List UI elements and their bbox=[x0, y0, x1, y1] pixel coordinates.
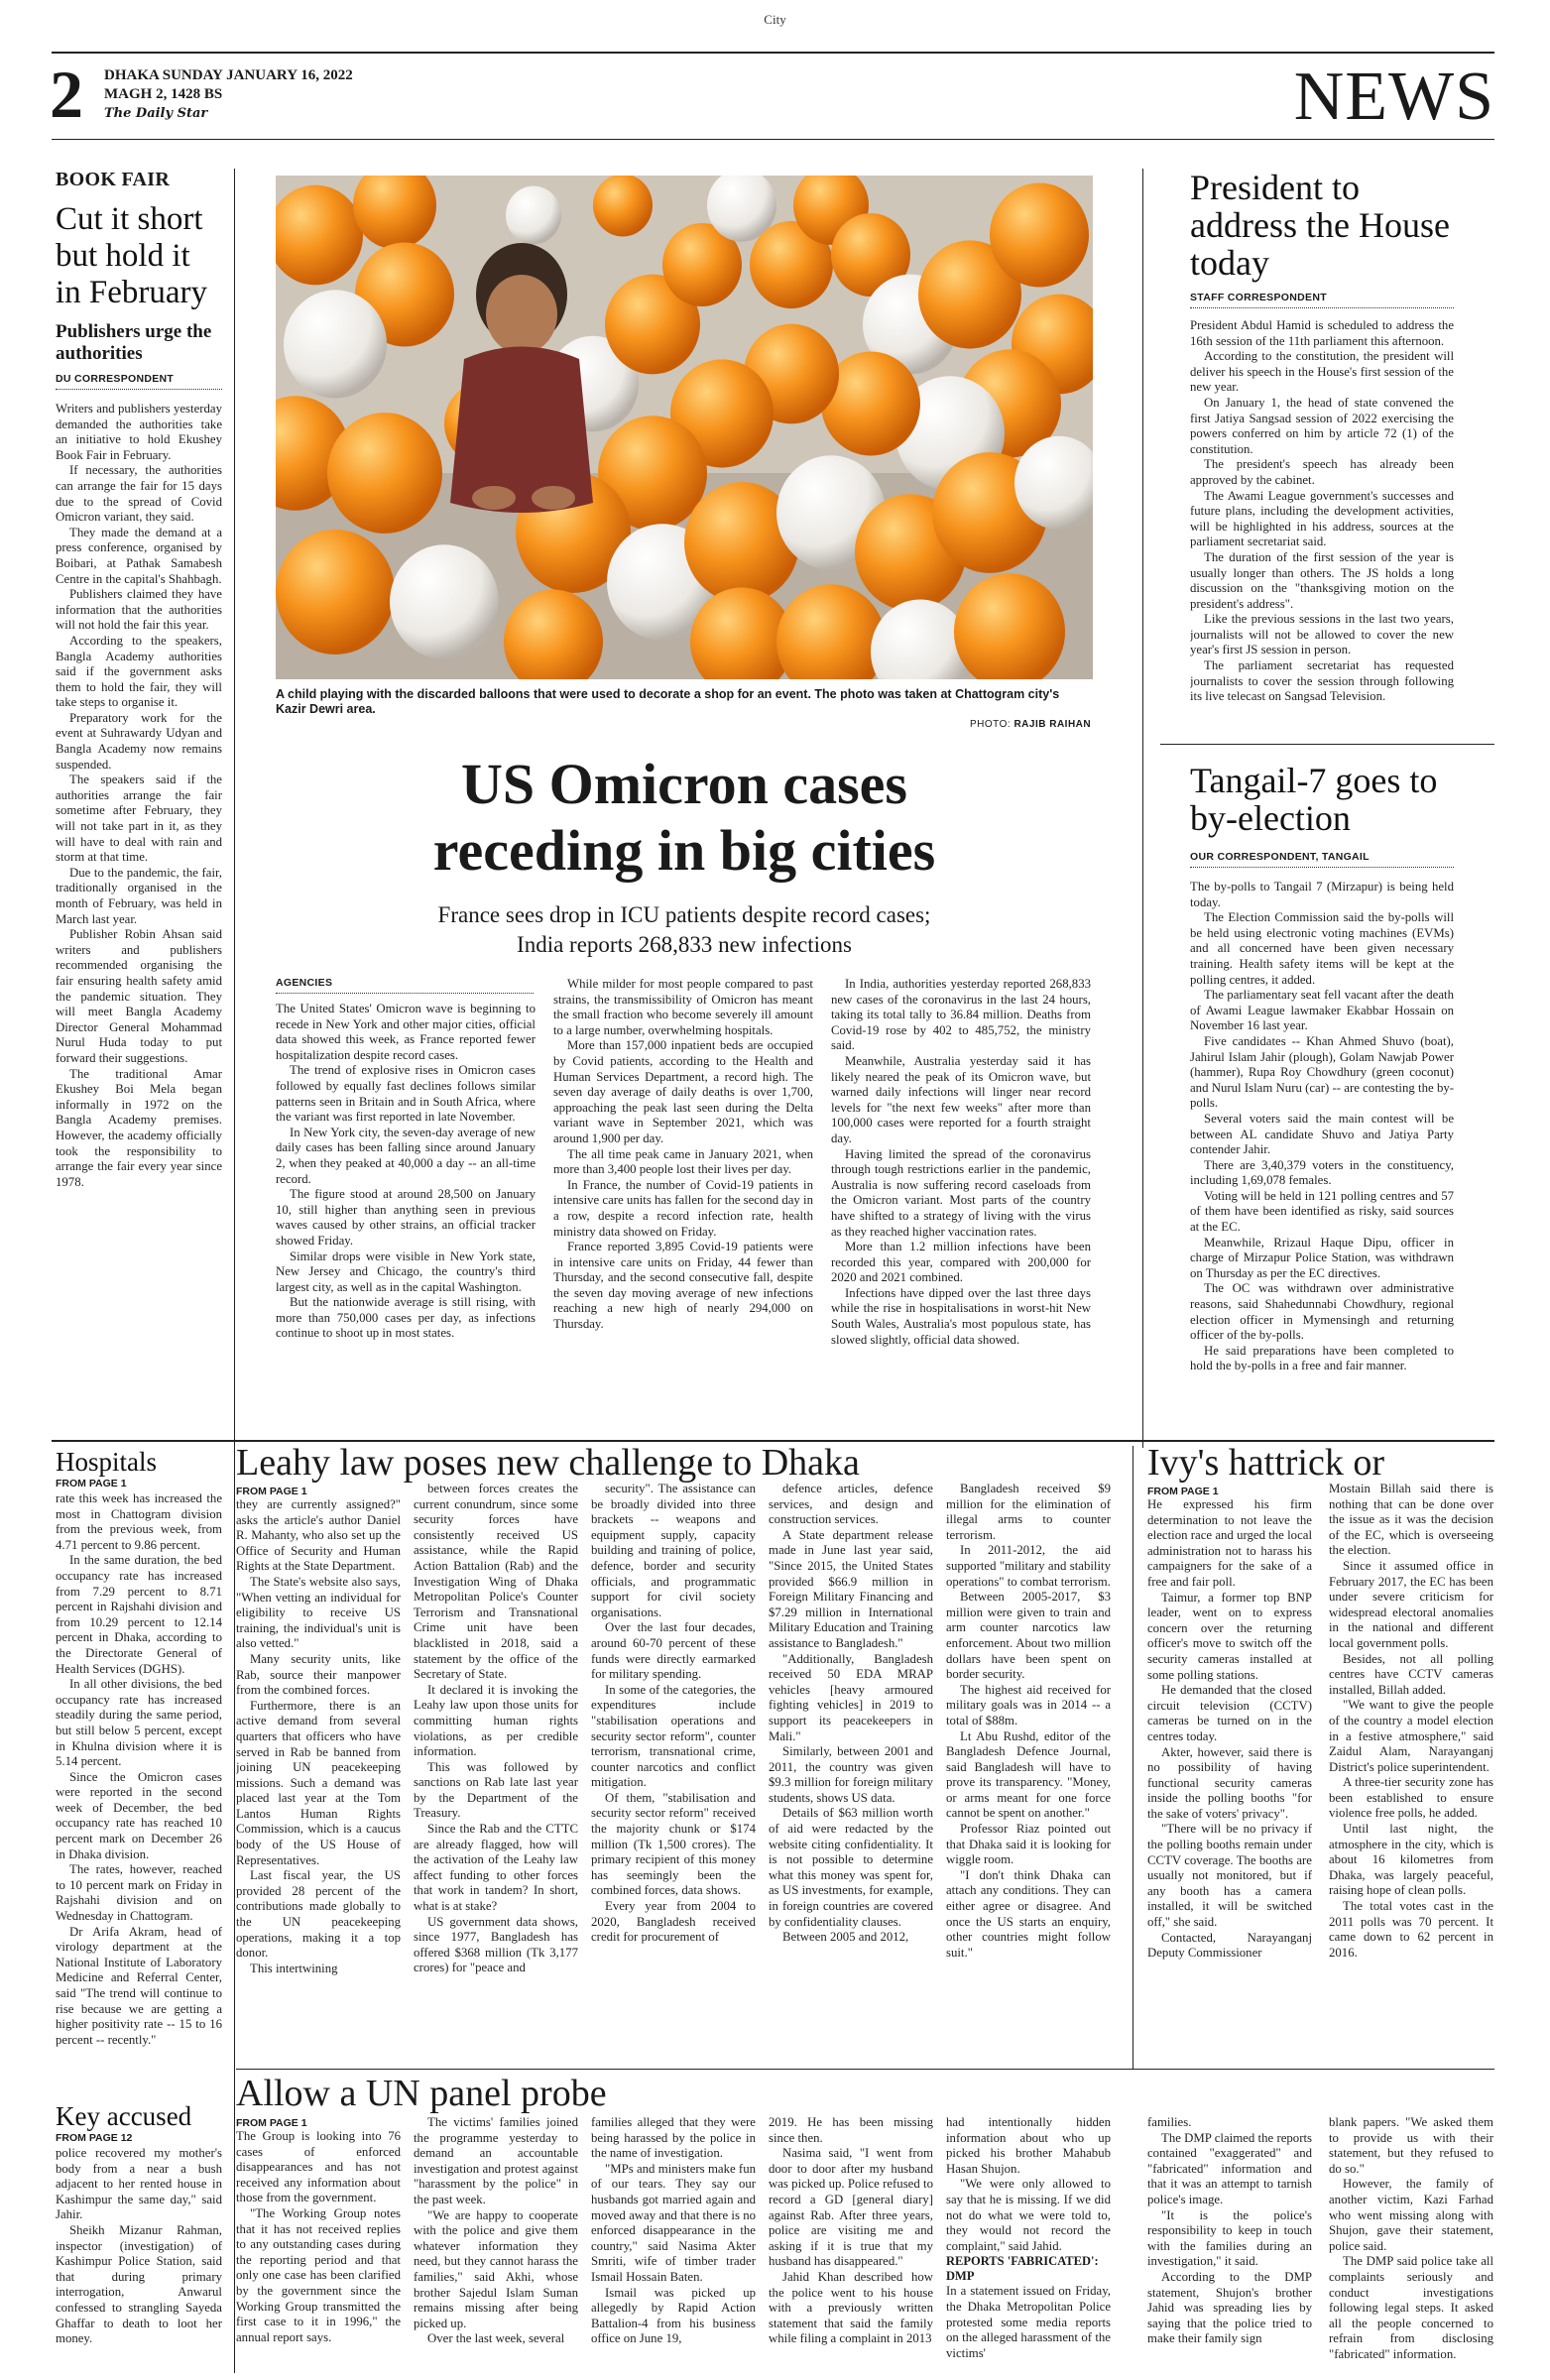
paragraph: "Additionally, Bangladesh received 50 EDA MRAP vehicles [heavy armoured fighting vehicles] in 2019 to support its peacekeepers in Mali." bbox=[769, 1651, 933, 1743]
paragraph: Bangladesh received $9 million for the elimination of illegal arms to counter terrorism. bbox=[946, 1482, 1111, 1542]
paragraph: A three-tier security zone has been established to ensure violence free polls, he added. bbox=[1329, 1775, 1493, 1821]
byline: STAFF CORRESPONDENT bbox=[1190, 292, 1454, 308]
lead-byline: AGENCIES bbox=[276, 977, 534, 994]
paragraph: According to the speakers, Bangla Academy authorities said if the government asks them to hold the fair, they will take steps to organise it. bbox=[56, 633, 222, 710]
paragraph: "There will be no privacy if the polling booths remain under CCTV coverage. The booths are usually not monitored, but if any booth has a camera installed, it will be switched off," she said. bbox=[1147, 1822, 1312, 1930]
paragraph: According to the DMP statement, Shujon's brother Jahid was spreading lies by saying that the police tried to make their family sign bbox=[1147, 2269, 1312, 2346]
hospitals-story bbox=[56, 1446, 222, 2090]
from-page: FROM PAGE 12 bbox=[56, 2132, 133, 2144]
paragraph: He said preparations have been completed to hold the by-polls in a free and fair manner. bbox=[1190, 1343, 1454, 1373]
paragraph: Sheikh Mizanur Rahman, inspector (investigation) of Kashimpur Police Station, said that during primary interrogation, Anwarul confessed to strangling Sayeda Ghaffar to death to loot her money. bbox=[56, 2222, 222, 2346]
paragraph: A State department release made in June last year said, "Since 2015, the United States provided $66.9 million in Foreign Military Financing and $7.29 million in International Military Education and Training assistance to Bangladesh." bbox=[769, 1527, 933, 1650]
paragraph: The Group is looking into 76 cases of enforced disappearances and has not received any information about those from the government. bbox=[236, 2129, 401, 2205]
paragraph: 2019. He has been missing since then. bbox=[769, 2115, 933, 2145]
paragraph: Writers and publishers yesterday demanded the authorities take an initiative to hold Ekushey Book Fair in February. bbox=[56, 402, 222, 462]
paragraph: Jahid Khan described how the police went to his house with a previously written statement that said the family while filing a complaint in 2013 bbox=[769, 2269, 933, 2346]
balloon bbox=[990, 183, 1089, 288]
paragraph: The United States' Omicron wave is beginning to recede in New York and other major cities, official data showed this week, as France reported fewer hospitalization despite record cases. bbox=[276, 1002, 536, 1062]
paragraph: "It is the police's responsibility to keep in touch with the families during an investigation," it said. bbox=[1147, 2207, 1312, 2269]
paragraph: The traditional Amar Ekushey Boi Mela began informally in 1972 on the Bangla Academy premises. However, the academy officially took the responsibility to arrange the fair every year since 1978. bbox=[56, 1066, 222, 1189]
paragraph: "We were only allowed to say that he is missing. If we did not do what we were told to, they would not record the complaint," said Jahid. bbox=[946, 2177, 1111, 2253]
paragraph: Nasima said, "I went from door to door after my husband was picked up. Police refused to record a GD [general diary] against Rab. After three years, police are visiting me and asking if it is true that my husband has disappeared." bbox=[769, 2146, 933, 2269]
key-accused-story bbox=[56, 2100, 222, 2373]
paragraph: Meanwhile, Australia yesterday said it has likely neared the peak of its Omicron wave, but warned daily infections will linger near record levels for "the next few weeks" after more than 100,000 cases were reported for a fourth straight day. bbox=[831, 1053, 1091, 1145]
paragraph: Taimur, a former top BNP leader, went on to express concern over the returning officer's move to switch off the security cameras installed at some polling stations. bbox=[1147, 1590, 1312, 1682]
paragraph: rate this week has increased the most in Chattogram division from the previous week, from 4.71 percent to 9.86 percent. bbox=[56, 1491, 222, 1552]
paragraph: Of them, "stabilisation and security sector reform" received the majority chunk or $174 million (Tk 1,500 crores). The primary recipient of this money has seemingly been the combined forces, data shows. bbox=[591, 1790, 756, 1898]
paragraph: Details of $63 million worth of aid were redacted by the website citing confidentiality. It is not possible to determine what this money was spent for, as US investments, for example, in foreign countries are covered by confidentiality clauses. bbox=[769, 1806, 933, 1929]
paragraph: Professor Riaz pointed out that Dhaka said it is looking for wiggle room. bbox=[946, 1822, 1111, 1867]
paragraph: Ismail was picked up allegedly by Rapid Action Battalion-4 from his business office on June 19, bbox=[591, 2285, 756, 2346]
byline: OUR CORRESPONDENT, TANGAIL bbox=[1190, 851, 1454, 868]
paragraph: He demanded that the closed circuit television (CCTV) cameras be turned on in the centres today. bbox=[1147, 1683, 1312, 1743]
col-rule bbox=[234, 169, 235, 1641]
paragraph: The all time peak came in January 2021, when more than 3,400 people lost their lives per day. bbox=[553, 1146, 813, 1177]
paragraph: This intertwining bbox=[250, 1961, 338, 1975]
paragraph: Like the previous sessions in the last two years, journalists will not be allowed to cover the new year's first JS session in person. bbox=[1190, 612, 1454, 657]
paragraph: Over the last week, several bbox=[427, 2331, 565, 2346]
paragraph: Contacted, Narayanganj Deputy Commissioner bbox=[1147, 1930, 1312, 1961]
paragraph: Besides, not all polling centres have CCTV cameras installed, Billah added. bbox=[1329, 1651, 1493, 1697]
headline: Hospitals bbox=[56, 1447, 158, 1477]
paragraph: Until last night, the atmosphere in the city, which is about 16 kilometres from Dhaka, was largely peaceful, raising hope of clean polls. bbox=[1329, 1822, 1493, 1898]
top-rule bbox=[52, 52, 1494, 54]
paragraph: Since it assumed office in February 2017, the EC has been under severe criticism for widespread electoral anomalies in the national and different local government polls. bbox=[1329, 1558, 1493, 1650]
paragraph: Akter, however, said there is no possibility of having functional security cameras inside the polling booths "for the sake of voters' privacy". bbox=[1147, 1744, 1312, 1821]
paragraph: defence articles, defence services, and design and construction services. bbox=[769, 1482, 933, 1527]
headline: President to address the House today bbox=[1190, 169, 1450, 283]
ivy-column-2 bbox=[1329, 1482, 1493, 2061]
un-column-1 bbox=[236, 2129, 401, 2375]
body bbox=[56, 2146, 222, 2347]
paragraph: between forces creates the current conundrum, since some security forces have consistently received US assistance, while the Rapid Action Battalion (Rab) and the Investigation Wing of Dhaka Metropolitan Police's Counter Terrorism and Transnational Crime unit have been blacklisted in 2018, said a statement by the office of the Secretary of State. bbox=[414, 1482, 578, 1682]
paragraph: France reported 3,895 Covid-19 patients were in intensive care units on Friday, 44 fewer than Thursday, and the second consecutive fall, despite the seven day moving average of new infections reaching a new high of nearly 294,000 on Thursday. bbox=[553, 1240, 813, 1332]
paragraph: President Abdul Hamid is scheduled to address the 16th session of the 11th parliament this afternoon. bbox=[1190, 318, 1454, 348]
body bbox=[56, 402, 222, 1190]
paragraph: The victims' families joined the programme yesterday to demand an accountable investigation and protest against "harassment by the police" in the past week. bbox=[414, 2115, 578, 2206]
paragraph: Many security units, like Rab, source their manpower from the combined forces. bbox=[236, 1651, 401, 1698]
balloons-photo bbox=[276, 176, 1093, 679]
paragraph: Between 2005-2017, $3 million were given to train and arm counter narcotics law enforcement. About two million dollars have been spent on border security. bbox=[946, 1590, 1111, 1682]
paragraph: Voting will be held in 121 polling centres and 57 of them have been identified as risky, said sources at the EC. bbox=[1190, 1188, 1454, 1235]
masthead-rule bbox=[52, 139, 1494, 140]
lead-column-2 bbox=[553, 977, 813, 1458]
band-rule-2 bbox=[236, 2069, 1494, 2070]
paragraph: The speakers said if the authorities arrange the fair sometime after February, they will not take part in it, as they will have to deal with rain and storm at that time. bbox=[56, 773, 222, 865]
paragraph: "We want to give the people of the country a model election in a festive atmosphere," said Zaidul Alam, Narayanganj District's police superintendent. bbox=[1329, 1698, 1493, 1774]
lead-deck-1: France sees drop in ICU patients despite record cases; bbox=[437, 902, 931, 927]
paragraph: Five candidates -- Khan Ahmed Shuvo (boat), Jahirul Islam Jahir (plough), Golam Nawjab Power (hammer), Rupa Roy Chowdhury (green coconut) and Nurul Islam Nuru (car) -- are contesting the by-polls. bbox=[1190, 1033, 1454, 1111]
paragraph: However, the family of another victim, Kazi Farhad who went missing along with Shujon, gave their statement, police said. bbox=[1329, 2177, 1493, 2253]
paragraph: Last fiscal year, the US provided 28 percent of the contributions made globally to the UN peacekeeping operations, making it a top donor. bbox=[236, 1868, 401, 1961]
paper-logo: The Daily Star bbox=[104, 106, 208, 121]
paragraph: In some of the categories, the expenditures include "stabilisation operations and security sector reform", counter terrorism, transnational crime, counter narcotics and conflict mitigation. bbox=[591, 1682, 756, 1790]
balloon bbox=[284, 290, 387, 398]
paragraph: Over the last four decades, around 60-70 percent of these funds were directly earmarked for military spending. bbox=[591, 1620, 756, 1682]
un-column-4 bbox=[769, 2115, 933, 2375]
section-label: City bbox=[764, 12, 786, 27]
paragraph: More than 1.2 million infections have been recorded this year, compared with 200,000 for 2020 and 2021 combined. bbox=[831, 1240, 1091, 1285]
col-rule bbox=[234, 1446, 235, 2373]
paragraph: "I don't think Dhaka can attach any conditions. They can either agree or disagree. And once the US starts an enquiry, other countries might follow suit." bbox=[946, 1867, 1111, 1960]
body bbox=[1190, 880, 1454, 1374]
president-story bbox=[1190, 169, 1454, 739]
paragraph: families alleged that they were being harassed by the police in the name of investigation. bbox=[591, 2115, 756, 2161]
leahy-column-1 bbox=[236, 1497, 401, 2061]
paragraph: Publisher Robin Ahsan said writers and publishers recommended organising the fair ensuring health safety amid the pandemic situation. They will meet Bangla Academy Director General Mohammad Nurul Huda today to put forward their suggestions. bbox=[56, 927, 222, 1065]
byline: DU CORRESPONDENT bbox=[56, 373, 222, 390]
paragraph: According to the constitution, the president will deliver his speech in the House's first session of the new year. bbox=[1190, 349, 1454, 395]
paragraph: He expressed his firm determination to not leave the election race and urged the local administration not to harass his campaigners for the sake of a free and fair poll. bbox=[1147, 1497, 1312, 1589]
paragraph: Mostain Billah said there is nothing that can be done over the issue as it was the decision of the EC, which is overseeing the election. bbox=[1329, 1482, 1493, 1558]
lead-column-3 bbox=[831, 977, 1091, 1458]
lead-deck-2: India reports 268,833 new infections bbox=[517, 932, 852, 957]
paragraph: had intentionally hidden information about who up picked his brother Mahabub Hasan Shujon. bbox=[946, 2115, 1111, 2176]
un-column-5 bbox=[946, 2115, 1111, 2375]
leahy-column-2 bbox=[414, 1482, 578, 2061]
un-column-2 bbox=[414, 2115, 578, 2375]
paragraph: In New York city, the seven-day average of new daily cases has been falling since around January 2, when they peaked at 40,000 a day -- an all-time record. bbox=[276, 1125, 536, 1186]
page-hijri: MAGH 2, 1428 BS bbox=[104, 86, 223, 102]
paragraph: The parliament secretariat has requested journalists to cover the session through following its live telecast on Sangsad Television. bbox=[1190, 658, 1454, 704]
paragraph: Similar drops were visible in New York state, New Jersey and Chicago, the country's third largest city, as well as in the capital Washington. bbox=[276, 1249, 536, 1294]
paragraph: In 2011-2012, the aid supported "military and stability operations" to combat terrorism. bbox=[946, 1543, 1111, 1589]
paragraph: In all other divisions, the bed occupancy rate has increased steadily during the same period, but still below 5 percent, except in Khulna division where it is 5.14 percent. bbox=[56, 1677, 222, 1769]
story-rule bbox=[1160, 744, 1494, 745]
headline: Tangail-7 goes to by-election bbox=[1190, 762, 1438, 838]
paragraph: police recovered my mother's body from a near a bush adjacent to her rented house in Kashimpur the same day," said Jahir. bbox=[56, 2146, 222, 2222]
paragraph: In the same duration, the bed occupancy rate has increased from 7.29 percent to 8.71 percent in Rajshahi division and from 10.29 percent to 12.14 percent in Dhaka, according to the Directorate General of Health Services (DGHS). bbox=[56, 1553, 222, 1676]
un-from-page: FROM PAGE 1 bbox=[236, 2117, 307, 2129]
paragraph: But the nationwide average is still rising, with more than 750,000 cases per day, as infections continue to shoot up in most states. bbox=[276, 1295, 536, 1341]
lead-column-1 bbox=[276, 1002, 536, 1458]
paragraph: blank papers. "We asked them to provide us with their statement, but they refused to do so." bbox=[1329, 2115, 1493, 2176]
paragraph: The Awami League government's successes and future plans, including the development activities, will be highlighted in his address, sources at the parliament secretariat said. bbox=[1190, 488, 1454, 549]
ivy-from-page: FROM PAGE 1 bbox=[1147, 1486, 1219, 1497]
body-b bbox=[946, 2284, 1111, 2361]
col-rule bbox=[1142, 169, 1143, 1448]
paragraph: This was followed by sanctions on Rab late last year by the Department of the Treasury. bbox=[414, 1759, 578, 1821]
balloon bbox=[506, 186, 561, 245]
paragraph: The rates, however, reached to 10 percent mark on Friday in Rajshahi division and on Wednesday in Chattogram. bbox=[56, 1862, 222, 1924]
paragraph: Dr Arifa Akram, head of virology department at the National Institute of Laboratory Medicine and Referral Center, said "The trend will continue to rise because we are getting a higher positivity rate -- 15 to 16 percent -- recently." bbox=[56, 1924, 222, 2047]
paragraph: they are currently assigned?" asks the article's author Daniel R. Mahanty, who also set up the Office of Security and Human Rights at the State Department. bbox=[236, 1497, 401, 1574]
un-headline: Allow a UN panel probe bbox=[236, 2073, 607, 2114]
leahy-column-5 bbox=[946, 1482, 1111, 2061]
paragraph: Since the Rab and the CTTC are already flagged, how will the activation of the Leahy law affect funding to other forces that work in tandem? In short, what is at stake? bbox=[414, 1822, 578, 1914]
leahy-from-page: FROM PAGE 1 bbox=[236, 1486, 307, 1497]
paragraph: While milder for most people compared to past strains, the transmissibility of Omicron has meant the small fraction who become severely ill amount to a large number, overwhelming hospitals. bbox=[553, 977, 813, 1037]
paragraph: The DMP said police take all complaints seriously and conduct investigations following legal steps. It asked all the people concerned to refrain from disclosing "fabricated" information. bbox=[1329, 2254, 1493, 2361]
paragraph: security". The assistance can be broadly divided into three brackets -- weapons and equipment supply, capacity building and training of police, defence, border and security officials, and programmatic support for civil society organisations. bbox=[591, 1482, 756, 1619]
from-page: FROM PAGE 1 bbox=[56, 1478, 127, 1489]
paragraph: More than 157,000 inpatient beds are occupied by Covid patients, according to the Health and Human Services Department, a record high. The seven day average of daily deaths is over 1,700, approaching the peak last seen during the Delta variant wave in September 2021, which was around 1,900 per day. bbox=[553, 1038, 813, 1145]
page-date: DHAKA SUNDAY JANUARY 16, 2022 bbox=[104, 67, 353, 83]
leahy-column-4 bbox=[769, 1482, 933, 2061]
paragraph: Between 2005 and 2012, bbox=[782, 1930, 909, 1945]
paragraph: The highest aid received for military goals was in 2014 -- a total of $88m. bbox=[946, 1682, 1111, 1727]
paragraph: They made the demand at a press conference, organised by Boibari, at Pathak Samabesh Centre in the capital's Shahbagh. bbox=[56, 525, 222, 586]
paragraph: Lt Abu Rushd, editor of the Bangladesh Defence Journal, said Bangladesh will have to prove its transparency. "Money, or arms meant for one force cannot be spent on another." bbox=[946, 1728, 1111, 1821]
un-column-7 bbox=[1329, 2115, 1493, 2375]
credit-name: RAJIB RAIHAN bbox=[1013, 719, 1092, 730]
body-a bbox=[946, 2115, 1111, 2254]
paragraph: "We are happy to cooperate with the police and give them whatever information they need, but they cannot harass the families," said Akhi, whose brother Sajedul Islam Suman remains missing after being picked up. bbox=[414, 2207, 578, 2330]
paragraph: The State's website also says, "When vetting an individual for eligibility to receive US training, the individual's unit is also vetted." bbox=[236, 1574, 401, 1651]
paragraph: The by-polls to Tangail 7 (Mirzapur) is being held today. bbox=[1190, 880, 1454, 909]
balloon bbox=[327, 413, 442, 534]
ivy-headline: Ivy's hattrick or bbox=[1147, 1442, 1385, 1484]
paragraph: On January 1, the head of state convened the first Jatiya Sangsad session of 2022 exercising the powers conferred on him by article 72 (1) of the constitution. bbox=[1190, 395, 1454, 456]
paragraph: The OC was withdrawn over administrative reasons, said Shahedunnabi Chowdhury, regional election officer in Mymensingh and returning officer of the by-polls. bbox=[1190, 1281, 1454, 1343]
paragraph: The figure stood at around 28,500 on January 10, still higher than anything seen in previous waves caused by other strains, an official tracker showed Friday. bbox=[276, 1187, 536, 1248]
tangail-story bbox=[1190, 762, 1454, 1456]
paragraph: Several voters said the main contest will be between AL candidate Shuvo and Jatiya Party contender Jahir. bbox=[1190, 1111, 1454, 1157]
paragraph: Since the Omicron cases were reported in the second week of December, the bed occupancy rate has reached 10 percent mark on December 26 in Dhaka division. bbox=[56, 1769, 222, 1861]
paragraph: The DMP claimed the reports contained "exaggerated" and "fabricated" information and that it was an attempt to tarnish police's image. bbox=[1147, 2130, 1312, 2206]
paragraph: Infections have dipped over the last three days while the rise in hospitalisations in worst-hit New South Wales, Australia's most populous state, has slowed slightly, official data showed. bbox=[831, 1285, 1091, 1347]
paragraph: In France, the number of Covid-19 patients in intensive care units has fallen for the second day in a row, despite a record infection rate, health ministry data showed on Friday. bbox=[553, 1177, 813, 1239]
paragraph: "The Working Group notes that it has not received replies to any outstanding cases during the reporting period and that only one case has been clarified by the government since the Working Group transmitted the first case to it in 1996," the annual report says. bbox=[236, 2205, 401, 2344]
body bbox=[1190, 318, 1454, 705]
headline: Cut it short but hold it in February bbox=[56, 201, 208, 310]
lead-headline-2: receding in big cities bbox=[432, 818, 936, 883]
paragraph: The duration of the first session of the year is usually longer than others. The JS holds a long discussion on the "thanksgiving motion on the president's address". bbox=[1190, 549, 1454, 611]
paragraph: There are 3,40,379 voters in the constituency, including 1,69,078 females. bbox=[1190, 1157, 1454, 1188]
paragraph: US government data shows, since 1977, Bangladesh has offered $368 million (Tk 3,177 crores) for "peace and bbox=[414, 1914, 578, 1975]
paragraph: If necessary, the authorities can arrange the fair for 15 days due to the spread of Covid Omicron variant, they said. bbox=[56, 463, 222, 525]
lead-headline-1: US Omicron cases bbox=[460, 752, 907, 816]
paragraph: In India, authorities yesterday reported 268,833 new cases of the coronavirus in the last 24 hours, taking its total tally to 36.84 million. Deaths from Covid-19 rose by 402 to 485,752, the ministry said. bbox=[831, 977, 1091, 1053]
paragraph: Furthermore, there is an active demand from several quarters that officers who have served in Rab be banned from joining UN peacekeeping missions. Such a demand was placed last year at the Tom Lantos Human Rights Commission, which is a caucus body of the US House of Representatives. bbox=[236, 1698, 401, 1867]
paragraph: The president's speech has already been approved by the cabinet. bbox=[1190, 457, 1454, 487]
paragraph: "MPs and ministers make fun of our tears. They say our husbands got married again and moved away and that there is no enforced disappearance in the country," said Nasima Akter Smriti, wife of timber trader Ismail Hossain Baten. bbox=[591, 2161, 756, 2284]
paragraph: Having limited the spread of the coronavirus through tough restrictions earlier in the pandemic, Australia is now suffering record caseloads from the Omicron variant. Most parts of the country have shifted to a strategy of living with the virus as they reached higher vaccination rates. bbox=[831, 1146, 1091, 1239]
balloon bbox=[593, 176, 653, 237]
un-column-6 bbox=[1147, 2115, 1312, 2375]
kicker: BOOK FAIR bbox=[56, 169, 171, 190]
paragraph: In a statement issued on Friday, the Dhaka Metropolitan Police protested some media reports on the alleged harassment of the victims' bbox=[946, 2284, 1111, 2360]
paragraph: Similarly, between 2001 and 2011, the country was given $9.3 million for foreign military students, shows US data. bbox=[769, 1744, 933, 1805]
paragraph: The trend of explosive rises in Omicron cases followed by equally fast declines follows similar patterns seen in Britain and in South Africa, where the variant was first reported in late November. bbox=[276, 1063, 536, 1125]
paragraph: Every year from 2004 to 2020, Bangladesh received credit for procurement of bbox=[591, 1899, 756, 1945]
balloon bbox=[276, 530, 395, 654]
paragraph: The total votes cast in the 2011 polls was 70 percent. It came down to 62 percent in 2016. bbox=[1329, 1899, 1493, 1960]
subhead: REPORTS 'FABRICATED': DMP bbox=[946, 2254, 1099, 2284]
paragraph: The Election Commission said the by-polls will be held using electronic voting machines (EVMs) and all concerned have been given necessary training. Health safety items will be kept at the polling centres, it added. bbox=[1190, 910, 1454, 987]
headline: Key accused bbox=[56, 2101, 192, 2131]
photo bbox=[276, 176, 1093, 679]
paragraph: It declared it is invoking the Leahy law upon those units for committing human rights violations, as per credible information. bbox=[414, 1682, 578, 1759]
paragraph: The parliamentary seat fell vacant after the death of Awami League lawmaker Ekabbar Hossain on November 16 last year. bbox=[1190, 988, 1454, 1033]
photo-caption: A child playing with the discarded balloons that were used to decorate a shop for an event. The photo was taken at Chattogram city's Kazir Dewri area. bbox=[276, 687, 1060, 716]
body bbox=[56, 1491, 222, 2048]
page-number: 2 bbox=[50, 57, 83, 132]
credit-label: PHOTO: bbox=[970, 719, 1012, 730]
paragraph: Meanwhile, Rrizaul Haque Dipu, officer in charge of Mirzapur Police Station, was withdrawn on Thursday as per the EC directives. bbox=[1190, 1235, 1454, 1280]
paragraph: Publishers claimed they have information that the authorities will not hold the fair this year. bbox=[56, 587, 222, 633]
un-column-3 bbox=[591, 2115, 756, 2375]
paragraph: families. bbox=[1147, 2115, 1192, 2129]
leahy-headline: Leahy law poses new challenge to Dhaka bbox=[236, 1442, 860, 1484]
section-title: NEWS bbox=[1293, 59, 1494, 135]
paragraph: Due to the pandemic, the fair, traditionally organised in the month of February, was held in March last year. bbox=[56, 865, 222, 926]
deck: Publishers urge the authorities bbox=[56, 321, 212, 364]
book-fair-story bbox=[56, 169, 222, 1641]
balloon bbox=[390, 544, 499, 659]
leahy-column-3 bbox=[591, 1482, 756, 2061]
photo-credit bbox=[970, 719, 1091, 730]
ivy-column-1 bbox=[1147, 1497, 1312, 2061]
paragraph: Preparatory work for the event at Suhrawardy Udyan and Bangla Academy now remains suspended. bbox=[56, 710, 222, 772]
